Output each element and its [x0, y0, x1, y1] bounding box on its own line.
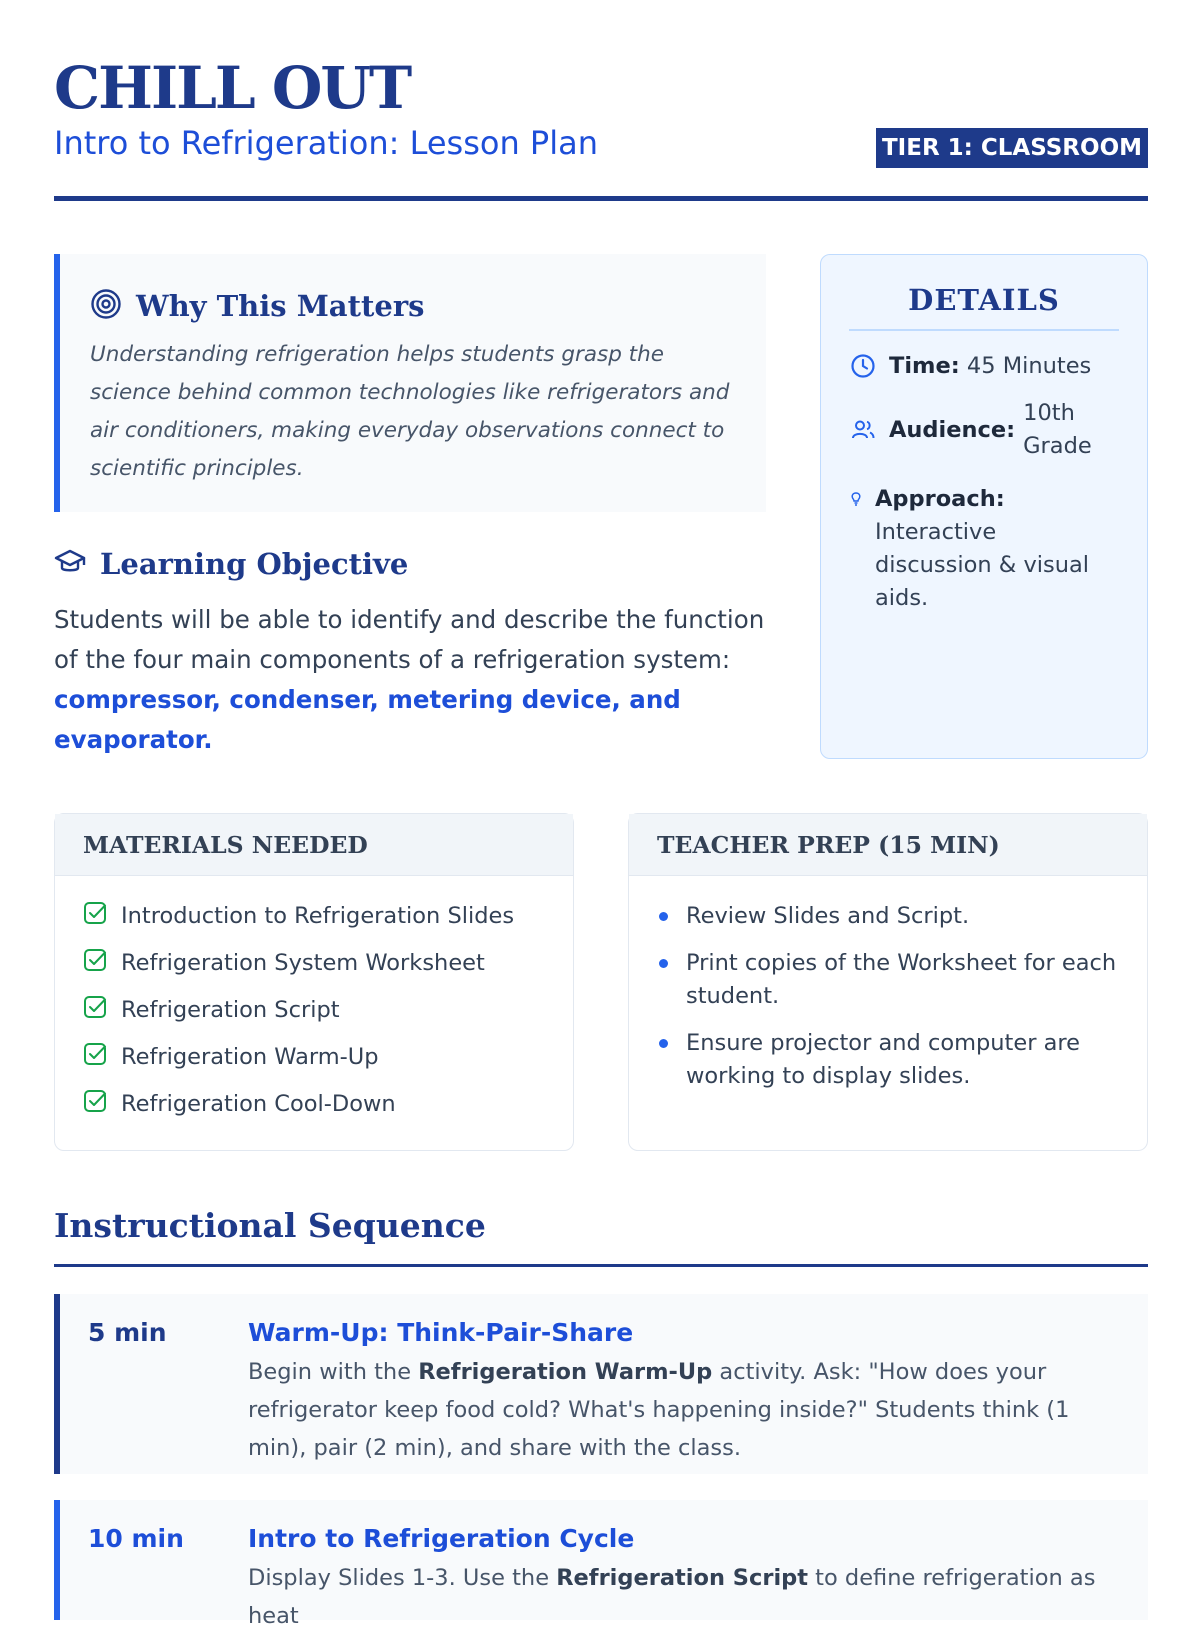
step-desc-bold: Refrigeration Script	[556, 1565, 809, 1591]
materials-heading: MATERIALS NEEDED	[55, 814, 573, 876]
list-item	[657, 900, 1119, 933]
sequence-step	[54, 1294, 1148, 1474]
step-duration: 10 min	[88, 1524, 184, 1553]
time-value: 45 Minutes	[966, 353, 1092, 379]
audience-value-line-2: Grade	[1023, 433, 1092, 459]
bullet-icon	[659, 959, 668, 968]
prep-text: Review Slides and Script.	[686, 903, 970, 929]
checkbox-checked-icon	[83, 995, 107, 1025]
materials-list	[55, 876, 573, 1120]
objective-text: Students will be able to identify and describe the function of the four main components of a refrigeration system:	[54, 605, 765, 674]
detail-approach	[849, 483, 1119, 615]
list-item	[657, 1027, 1119, 1093]
material-label: Refrigeration Cool-Down	[121, 1091, 396, 1117]
list-item	[83, 900, 545, 932]
users-icon	[849, 417, 877, 443]
approach-label: Approach:	[875, 486, 1005, 512]
checkbox-checked-icon	[83, 1089, 107, 1119]
learning-objective-heading: Learning Objective	[100, 547, 409, 581]
learning-objective-heading-row	[54, 543, 408, 585]
audience-label: Audience:	[889, 417, 1016, 443]
step-title: Warm-Up: Think-Pair-Share	[248, 1318, 634, 1347]
learning-objective-text	[54, 600, 774, 760]
instructional-sequence-heading: Instructional Sequence	[54, 1206, 486, 1245]
details-heading: DETAILS	[849, 283, 1119, 331]
step-description	[248, 1353, 1134, 1467]
step-body	[248, 1318, 1148, 1474]
material-label: Refrigeration Warm-Up	[121, 1044, 379, 1070]
material-label: Refrigeration Script	[121, 997, 340, 1023]
details-panel	[820, 254, 1148, 759]
checkbox-checked-icon	[83, 901, 107, 931]
tier-badge: TIER 1: CLASSROOM	[876, 128, 1148, 168]
sequence-divider	[54, 1264, 1148, 1267]
detail-audience	[849, 397, 1119, 463]
why-heading: Why This Matters	[136, 289, 425, 323]
step-desc-bold: Refrigeration Warm-Up	[418, 1359, 713, 1385]
teacher-prep-heading: TEACHER PREP (15 MIN)	[629, 814, 1147, 876]
step-desc-part: Begin with the	[248, 1359, 419, 1385]
why-this-matters-section	[54, 254, 766, 512]
list-item	[83, 947, 545, 979]
list-item	[83, 994, 545, 1026]
step-description	[248, 1559, 1134, 1635]
time-label: Time:	[889, 353, 960, 379]
checkbox-checked-icon	[83, 948, 107, 978]
objective-components: compressor, condenser, metering device, and evaporator.	[54, 685, 681, 754]
checkbox-checked-icon	[83, 1042, 107, 1072]
material-label: Introduction to Refrigeration Slides	[121, 903, 515, 929]
teacher-prep-card	[628, 813, 1148, 1151]
list-item	[83, 1088, 545, 1120]
step-title: Intro to Refrigeration Cycle	[248, 1524, 635, 1553]
list-item	[657, 947, 1119, 1013]
teacher-prep-list	[629, 876, 1147, 1093]
header-divider	[54, 196, 1148, 201]
step-desc-part: to define refrigeration as heat	[248, 1565, 1096, 1629]
step-desc-part: Display Slides 1-3. Use the	[248, 1565, 557, 1591]
prep-text: Print copies of the Worksheet for each student.	[686, 950, 1117, 1009]
step-duration: 5 min	[88, 1318, 167, 1347]
lightbulb-icon	[849, 491, 863, 507]
detail-time	[849, 353, 1119, 379]
page-subtitle: Intro to Refrigeration: Lesson Plan	[54, 124, 598, 162]
step-desc-part: activity. Ask: "How does your refrigerator keep food cold? What's happening inside?" Students think (1 min), pair (2 min), and share with the class.	[248, 1359, 1070, 1461]
page-title: CHILL OUT	[54, 54, 411, 122]
bullet-icon	[659, 1039, 668, 1048]
target-icon	[90, 288, 122, 324]
why-heading-row	[90, 284, 736, 328]
materials-card	[54, 813, 574, 1151]
prep-text: Ensure projector and computer are working to display slides.	[686, 1030, 1081, 1089]
approach-value: Interactive discussion & visual aids.	[875, 519, 1090, 611]
bullet-icon	[659, 912, 668, 921]
list-item	[83, 1041, 545, 1073]
sequence-step	[54, 1500, 1148, 1629]
step-body	[248, 1524, 1148, 1629]
clock-icon	[849, 353, 877, 379]
material-label: Refrigeration System Worksheet	[121, 950, 485, 976]
graduation-cap-icon	[54, 548, 86, 580]
why-text: Understanding refrigeration helps students grasp the science behind common technologies like refrigerators and air conditioners, making everyday observations connect to scientific principles.	[90, 342, 730, 481]
audience-value-line-1: 10th	[1023, 400, 1075, 426]
